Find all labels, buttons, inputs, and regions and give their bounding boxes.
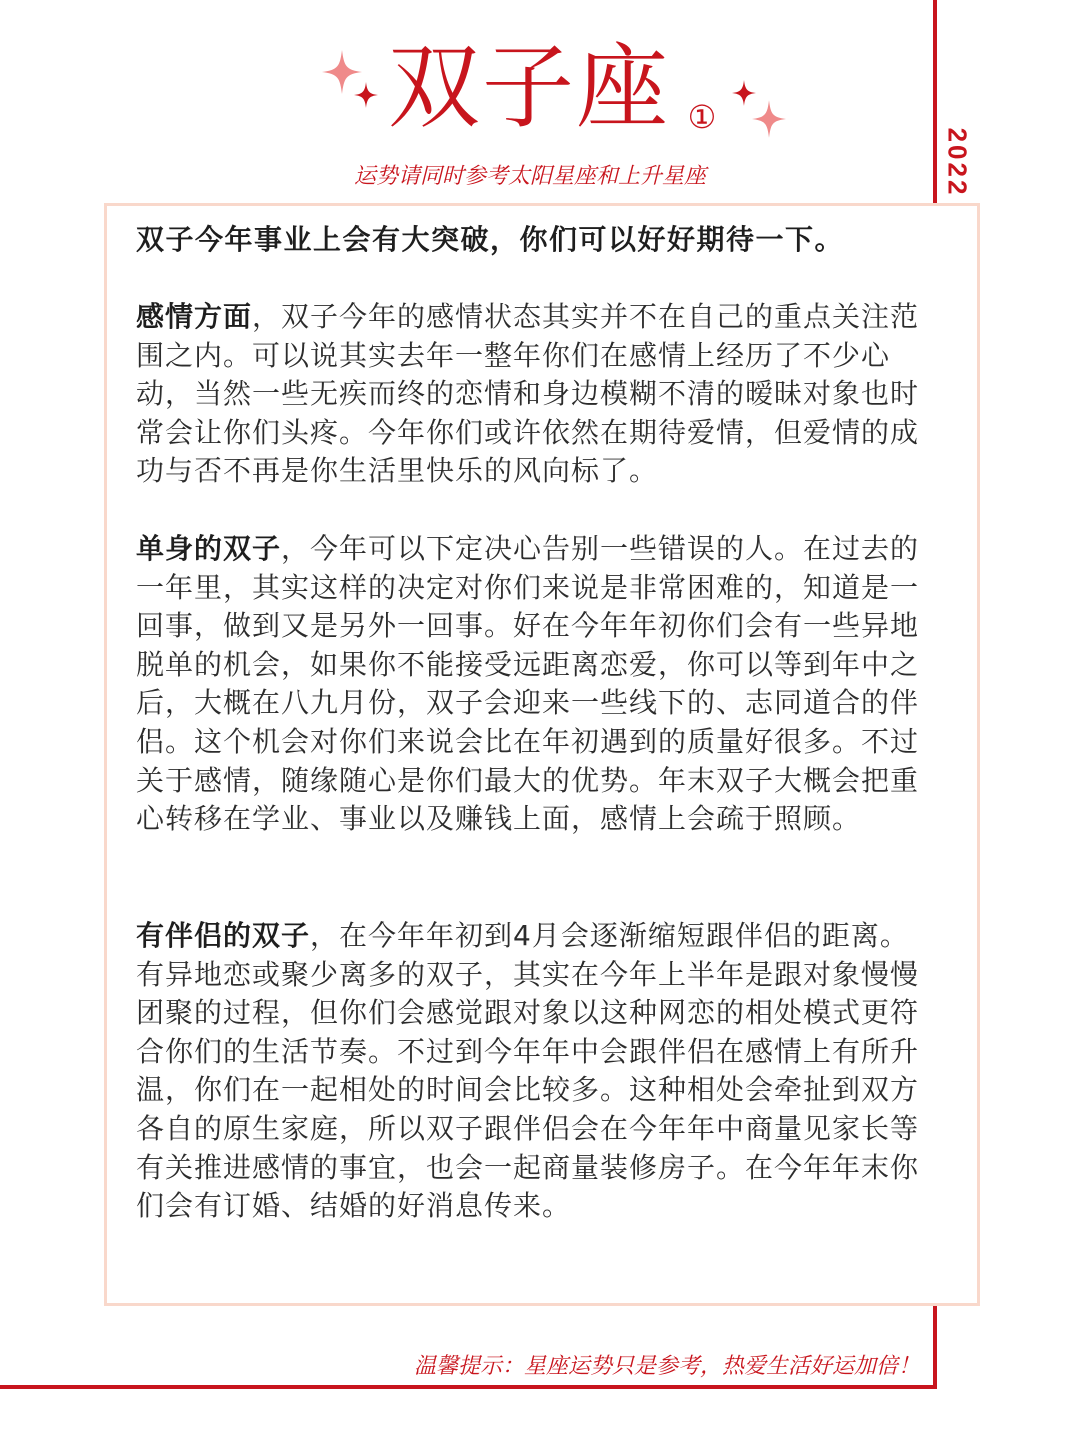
paragraph-body: ，双子今年的感情状态其实并不在自己的重点关注范围之内。可以说其实去年一整年你们在感情上经历了不少心动，当然一些无疾而终的恋情和身边模糊不清的暧昧对象也时常会让你们头疼。今年你们或许依然在期待爱情，但爱情的成功与否不再是你生活里快乐的风向标了。 — [136, 300, 920, 488]
paragraph-single — [136, 530, 926, 839]
lead-sentence: 双子今年事业上会有大突破，你们可以好好期待一下。 — [136, 223, 845, 256]
sparkle-large-right-icon — [752, 100, 786, 138]
footer-tip: 温馨提示：星座运势只是参考，热爱生活好运加倍！ — [413, 1354, 920, 1379]
paragraph-heading: 感情方面 — [136, 300, 253, 333]
sparkle-small-left-icon — [354, 82, 378, 108]
paragraph-love — [136, 298, 926, 491]
paragraph-heading: 有伴侣的双子 — [136, 919, 311, 952]
frame-bottom-line — [0, 1385, 937, 1389]
year-label — [937, 122, 977, 202]
paragraph-partnered — [136, 917, 926, 1226]
title-index: ① — [687, 98, 717, 136]
year-text: 2022 — [942, 127, 973, 197]
subtitle: 运势请同时参考太阳星座和上升星座 — [353, 164, 706, 189]
page-title: 双子座 — [388, 34, 671, 141]
paragraph-body: ，今年可以下定决心告别一些错误的人。在过去的一年里，其实这样的决定对你们来说是非常困难的，知道是一回事，做到又是另外一回事。好在今年年初你们会有一些异地脱单的机会，如果你不能接受远距离恋爱，你可以等到年中之后，大概在八九月份，双子会迎来一些线下的、志同道合的伴侣。这个机会对你们来说会比在年初遇到的质量好很多。不过关于感情，随缘随心是你们最大的优势。年末双子大概会把重心转移在学业、事业以及赚钱上面，感情上会疏于照顾。 — [136, 532, 920, 836]
paragraph-heading: 单身的双子 — [136, 532, 282, 565]
paragraph-body: ，在今年年初到4月会逐渐缩短跟伴侣的距离。有异地恋或聚少离多的双子，其实在今年上半年是跟对象慢慢团聚的过程，但你们会感觉跟对象以这种网恋的相处模式更符合你们的生活节奏。不过到今年年中会跟伴侣在感情上有所升温，你们在一起相处的时间会比较多。这种相处会牵扯到双方各自的原生家庭，所以双子跟伴侣会在今年年中商量见家长等有关推进感情的事宜，也会一起商量装修房子。在今年年末你们会有订婚、结婚的好消息传来。 — [136, 919, 920, 1223]
